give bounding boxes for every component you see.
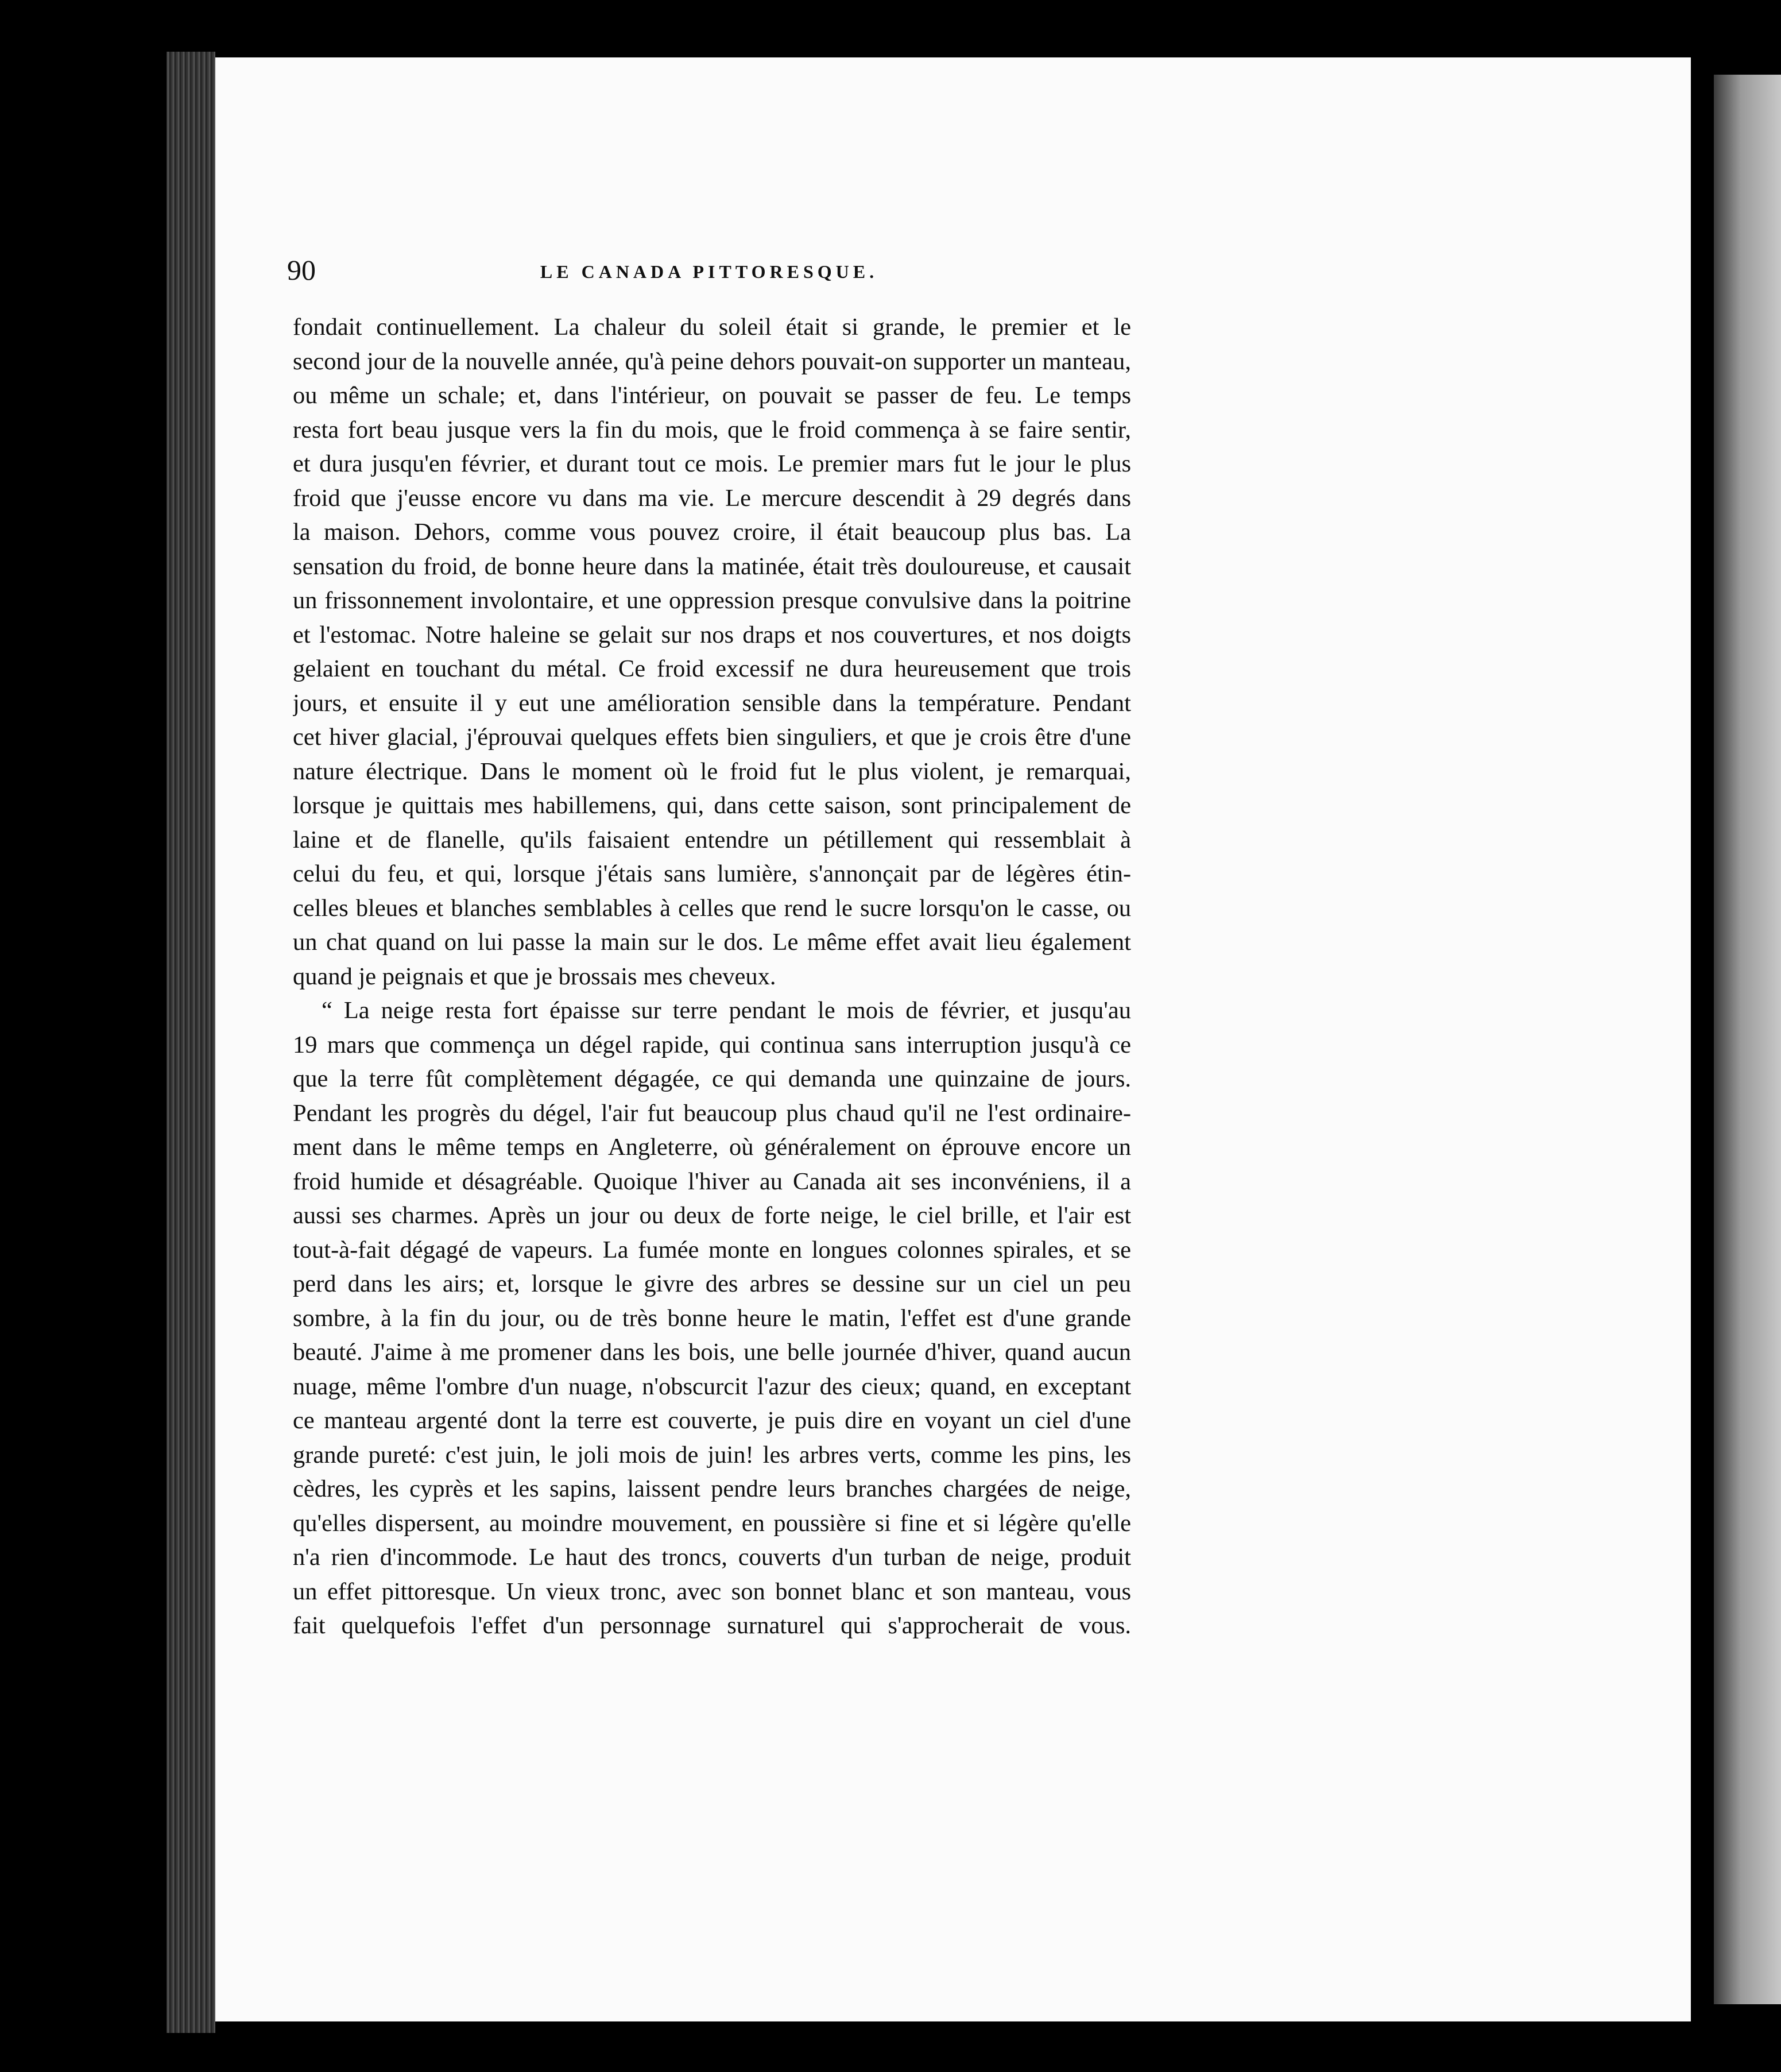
text-line: la maison. Dehors, comme vous pouvez croire, il était beaucoup plus bas. La <box>293 519 1131 546</box>
body-text <box>293 310 1131 1643</box>
text-line: resta fort beau jusque vers la fin du mois, que le froid commença à se faire sentir, <box>293 416 1131 443</box>
text-line: fondait continuellement. La chaleur du soleil était si grande, le premier et le <box>293 314 1131 341</box>
text-line: froid humide et désagréable. Quoique l'hiver au Canada ait ses inconvéniens, il a <box>293 1168 1131 1195</box>
text-line: cet hiver glacial, j'éprouvai quelques effets bien singuliers, et que je crois être d'une <box>293 724 1131 751</box>
page-number: 90 <box>287 254 316 286</box>
text-line: “ La neige resta fort épaisse sur terre pendant le mois de février, et jusqu'au <box>322 997 1131 1024</box>
text-line: laine et de flanelle, qu'ils faisaient entendre un pétillement qui ressemblait à <box>293 826 1131 853</box>
page-header <box>287 253 1131 293</box>
text-line: gelaient en touchant du métal. Ce froid excessif ne dura heureusement que trois <box>293 655 1131 682</box>
text-line: grande pureté: c'est juin, le joli mois de juin! les arbres verts, comme les pins, les <box>293 1441 1131 1468</box>
facing-page-edge <box>1714 75 1781 2004</box>
text-line: un chat quand on lui passe la main sur le dos. Le même effet avait lieu également <box>293 929 1131 956</box>
text-line: fait quelquefois l'effet d'un personnage surnaturel qui s'approcherait de vous. <box>293 1612 1131 1639</box>
text-line: nuage, même l'ombre d'un nuage, n'obscurcit l'azur des cieux; quand, en exceptant <box>293 1373 1131 1400</box>
text-line: quand je peignais et que je brossais mes cheveux. <box>293 962 776 990</box>
text-line: un effet pittoresque. Un vieux tronc, avec son bonnet blanc et son manteau, vous <box>293 1578 1131 1605</box>
text-line: que la terre fût complètement dégagée, ce qui demanda une quinzaine de jours. <box>293 1065 1131 1092</box>
text-line: lorsque je quittais mes habillemens, qui, dans cette saison, sont principalement de <box>293 792 1131 819</box>
text-line: qu'elles dispersent, au moindre mouvement, en poussière si fine et si légère qu'elle <box>293 1509 1131 1537</box>
text-line: et l'estomac. Notre haleine se gelait sur nos draps et nos couvertures, et nos doigts <box>293 621 1131 648</box>
running-title: LE CANADA PITTORESQUE. <box>540 261 878 282</box>
text-line: beauté. J'aime à me promener dans les bois, une belle journée d'hiver, quand aucun <box>293 1339 1131 1366</box>
text-line: second jour de la nouvelle année, qu'à peine dehors pouvait-on supporter un manteau, <box>293 347 1131 375</box>
text-line: Pendant les progrès du dégel, l'air fut beaucoup plus chaud qu'il ne l'est ordinaire- <box>293 1099 1131 1127</box>
text-line: sombre, à la fin du jour, ou de très bonne heure le matin, l'effet est d'une grande <box>293 1304 1131 1332</box>
text-line: tout-à-fait dégagé de vapeurs. La fumée monte en longues colonnes spirales, et se <box>293 1236 1131 1263</box>
text-line: nature électrique. Dans le moment où le froid fut le plus violent, je remarquai, <box>293 757 1131 785</box>
paragraph <box>293 310 1131 994</box>
paragraph <box>293 994 1131 1643</box>
book-page-edges <box>167 52 215 2033</box>
text-line: ou même un schale; et, dans l'intérieur, on pouvait se passer de feu. Le temps <box>293 382 1131 409</box>
text-line: sensation du froid, de bonne heure dans la matinée, était très douloureuse, et causait <box>293 552 1131 580</box>
text-line: un frissonnement involontaire, et une oppression presque convulsive dans la poitrine <box>293 587 1131 614</box>
text-line: 19 mars que commença un dégel rapide, qui continua sans interruption jusqu'à ce <box>293 1031 1131 1058</box>
text-line: perd dans les airs; et, lorsque le givre des arbres se dessine sur un ciel un peu <box>293 1270 1131 1297</box>
text-line: froid que j'eusse encore vu dans ma vie. Le mercure descendit à 29 degrés dans <box>293 484 1131 512</box>
text-line: cèdres, les cyprès et les sapins, laissent pendre leurs branches chargées de neige, <box>293 1475 1131 1502</box>
text-line: celles bleues et blanches semblables à celles que rend le sucre lorsqu'on le casse, ou <box>293 894 1131 922</box>
text-line: jours, et ensuite il y eut une amélioration sensible dans la température. Pendant <box>293 689 1131 717</box>
text-line: et dura jusqu'en février, et durant tout ce mois. Le premier mars fut le jour le plus <box>293 450 1131 477</box>
text-line: aussi ses charmes. Après un jour ou deux de forte neige, le ciel brille, et l'air est <box>293 1202 1131 1229</box>
text-line: ment dans le même temps en Angleterre, où généralement on éprouve encore un <box>293 1134 1131 1161</box>
text-line: n'a rien d'incommode. Le haut des troncs, couverts d'un turban de neige, produit <box>293 1544 1131 1571</box>
text-line: celui du feu, et qui, lorsque j'étais sans lumière, s'annonçait par de légères étin- <box>293 860 1131 887</box>
text-line: ce manteau argenté dont la terre est couverte, je puis dire en voyant un ciel d'une <box>293 1407 1131 1434</box>
book-gutter-shadow <box>1691 52 1714 2027</box>
